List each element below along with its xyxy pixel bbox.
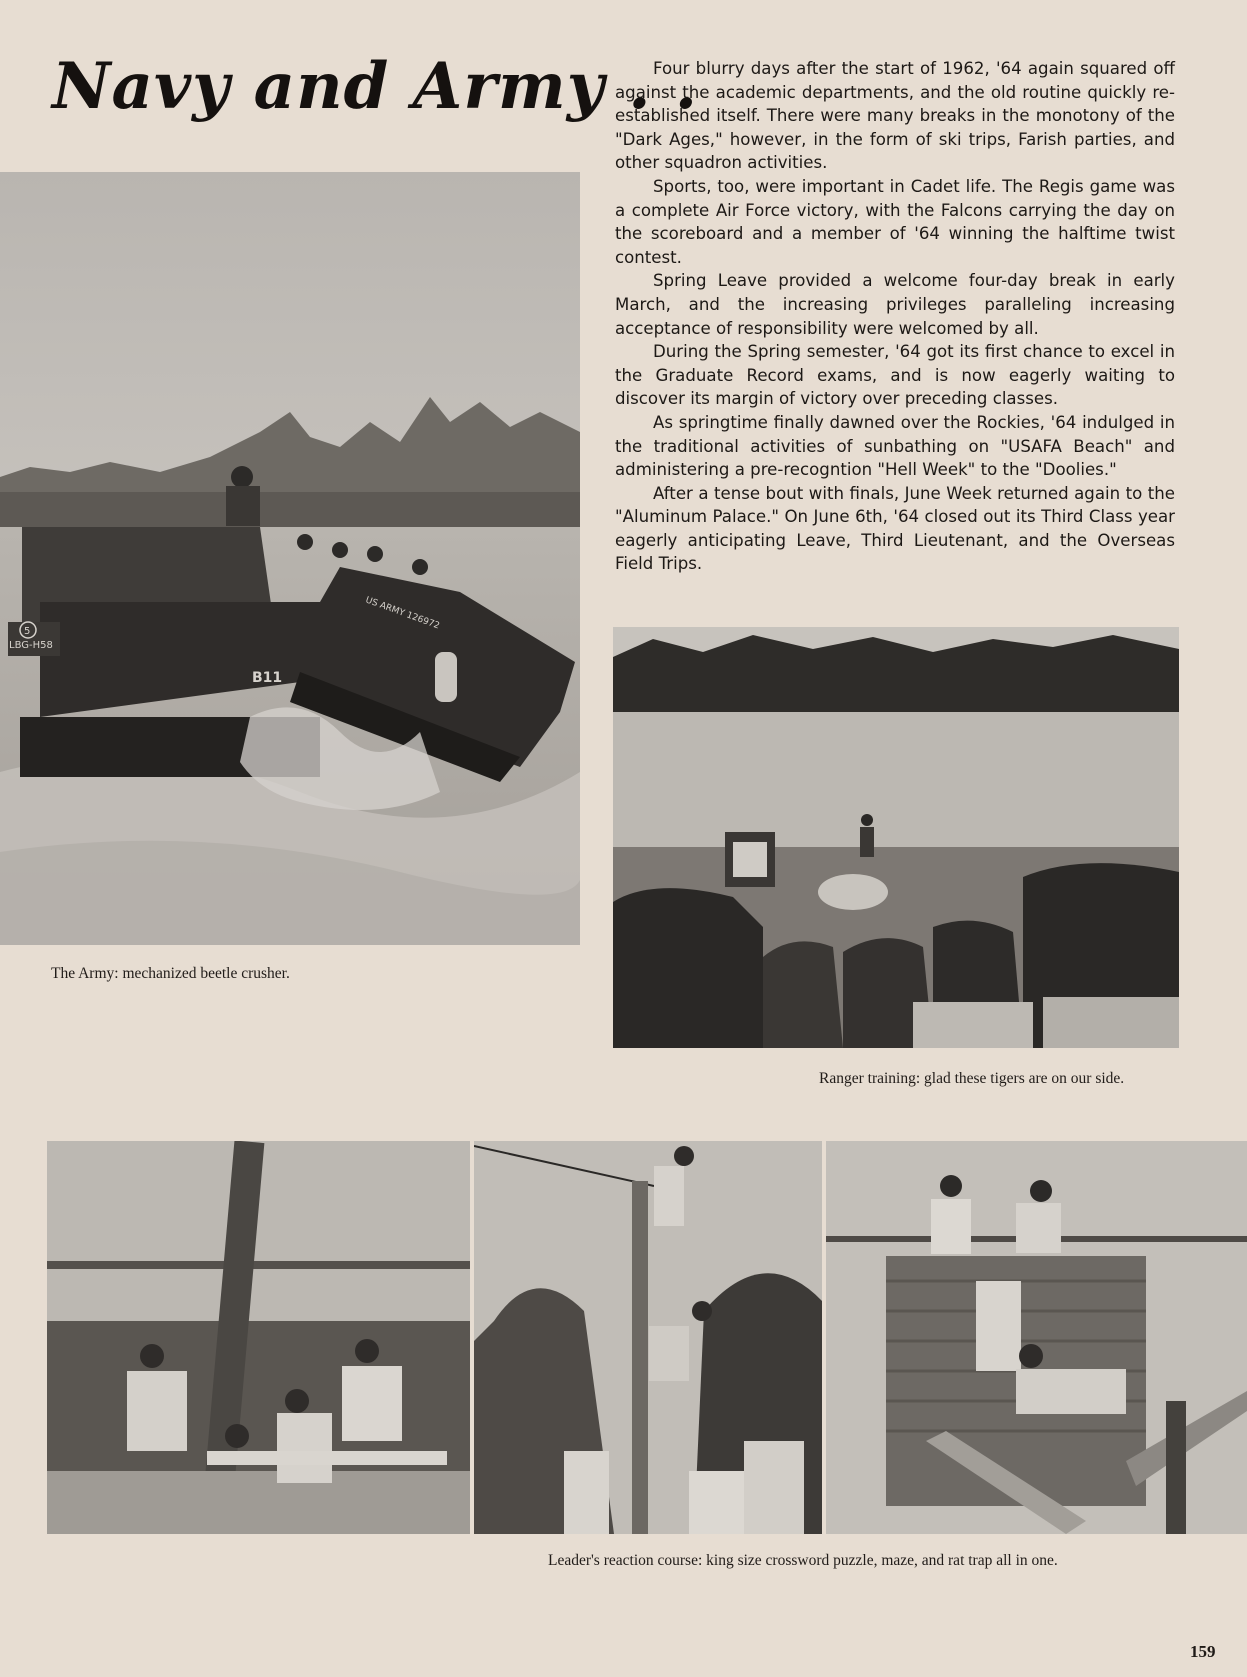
caption-army: The Army: mechanized beetle crusher. [51, 965, 290, 982]
photo-army-vehicle [0, 172, 580, 945]
photo-ranger-training [613, 627, 1179, 1048]
paragraph-6: After a tense bout with finals, June Week returned again to the "Aluminum Palace." On June 6th, '64 closed out its Third Class year eagerly anticipating Leave, Third Lieutenant, and the Overseas Field Trips. [615, 483, 1175, 574]
paragraph-2: Sports, too, were important in Cadet life. The Regis game was a complete Air Force victory, with the Falcons carrying the day on the scoreboard and a member of '64 winning the halftime twist contest. [615, 176, 1175, 267]
unit-marker: 5 [24, 626, 31, 637]
photo-reaction-course-1 [47, 1141, 470, 1534]
page-number: 159 [1190, 1642, 1216, 1661]
bumper-code: LBG-H58 [9, 640, 53, 651]
photo-reaction-course-2 [474, 1141, 822, 1534]
paragraph-4: During the Spring semester, '64 got its first chance to excel in the Graduate Record exams, and is now eagerly waiting to discover its margin of victory over preceding classes. [615, 342, 1175, 409]
vehicle-number: B11 [252, 670, 283, 686]
page-heading: Navy and Army . . [52, 49, 699, 124]
caption-ranger: Ranger training: glad these tigers are on our side. [819, 1070, 1125, 1087]
hull-text: US ARMY 126972 [363, 595, 441, 632]
photo-reaction-course-3 [826, 1141, 1247, 1534]
paragraph-5: As springtime finally dawned over the Rockies, '64 indulged in the traditional activities of sunbathing on "USAFA Beach" and administering a pre-recogntion "Hell Week" to the "Doolies." [615, 412, 1175, 480]
paragraph-3: Spring Leave provided a welcome four-day break in early March, and the increasing privileges paralleling increasing acceptance of responsibility were welcomed by all. [615, 271, 1175, 338]
paragraph-1: Four blurry days after the start of 1962, '64 again squared off against the academic departments, and the old routine quickly re-established itself. There were many breaks in the monotony of the "Dark Ages," however, in the form of ski trips, Farish parties, and other squadron activities. [615, 59, 1175, 173]
article-body [615, 57, 1175, 576]
caption-leaders-course: Leader's reaction course: king size crossword puzzle, maze, and rat trap all in one. [548, 1552, 1058, 1569]
